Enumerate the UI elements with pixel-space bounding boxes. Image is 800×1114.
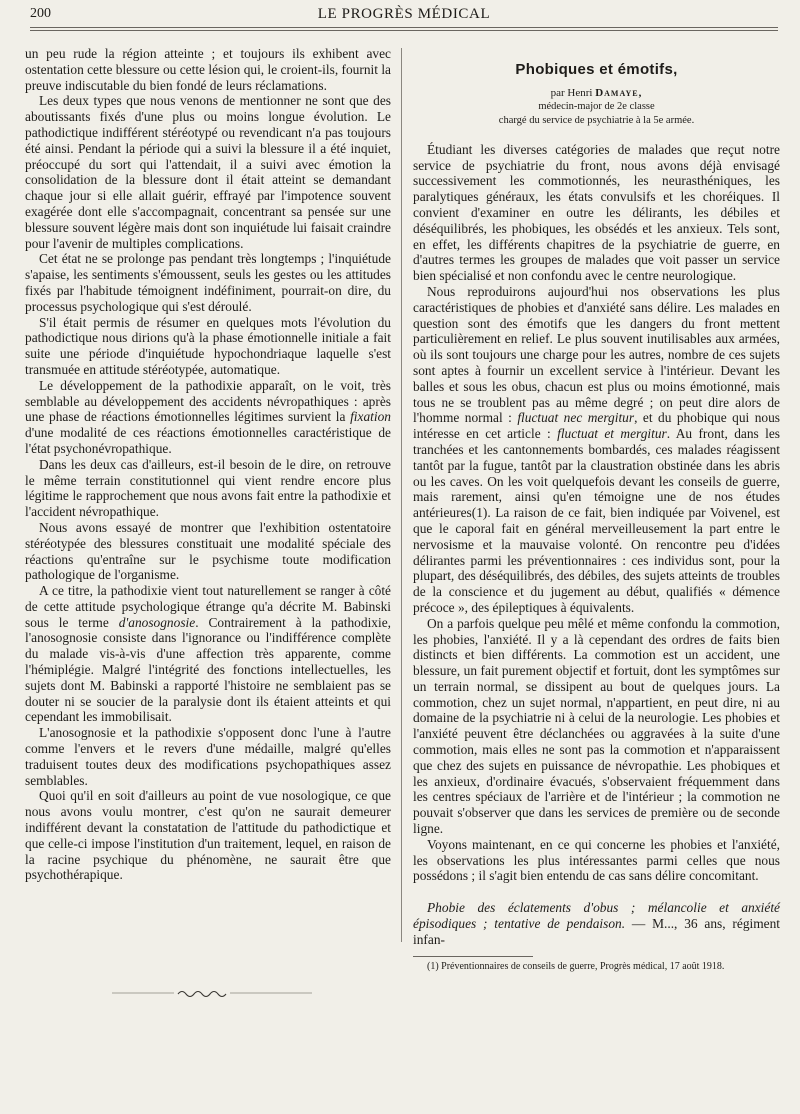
text-run: Nous reproduirons aujourd'hui nos observations les plus caractéristiques de phobies et d'anxiété sans délire. Les malades en question sont des émotifs que les dangers du front mettent particulièrement en relief. Le plus souvent inutilisables aux armées, où ils sont toujours une charge pour les autres, nombre de ces sujets sont aptes à fournir un excellent service à l'intérieur. Devant les balles et sous les obus, chacun est plus ou moins émotionné, mais tous ne se troublent pas au même degré ; on peut dire alors de l'homme normal : [413,283,780,426]
paragraph [25,583,391,725]
paragraph: Étudiant les diverses catégories de malades que reçut notre service de psychiatrie du front, nous avons déjà envisagé successivement les commotionnés, les neurasthéniques, les paralytiques généraux, les états convulsifs et les choréiques. Il convient d'examiner en outre les délirants, les débiles et déséquilibrés, les phobiques, les obsédés et les anxieux. Tels sont, en effet, les différents chapitres de la psychiatrie de guerre, en d'autres termes les groupes de malades que voit passer un service bien spécialisé et non confondu avec le centre neurologique. [413,141,780,284]
byline-prefix: par Henri [550,86,596,99]
paragraph: Quoi qu'il en soit d'ailleurs au point de vue nosologique, ce que nous avons voulu montrer, c'est qu'on ne saurait demeurer indifférent devant la constatation de l'attitude du pathodictique et que celle-ci impose l'institution d'un traitement, lequel, en raison de la racine psychique du phénomène, ne saurait être que psychothérapique. [25,788,391,883]
footnote: (1) Préventionnaires de conseils de guerre, Progrès médical, 17 août 1918. [427,960,725,972]
right-column [413,46,780,973]
article-title: Phobiques et émotifs, [515,61,678,78]
affiliation: médecin-major de 2e classe [538,100,655,112]
running-header [30,4,778,26]
column-divider [401,48,402,942]
emphasis: d'anosognosie [118,614,196,630]
affiliation: chargé du service de psychiatrie à la 5e armée. [498,114,695,126]
emphasis: fluctuat et mergitur [557,426,667,442]
flourish-ornament [112,985,312,1001]
paragraph: L'anosognosie et la pathodixie s'opposent donc l'une à l'autre comme l'envers et le revers d'une médaille, malgré qu'elles traduisent toutes deux des modifications psychopathiques assez semblables. [25,725,391,788]
case-title: Phobie des éclatements d'obus ; mélancolie et anxiété épisodiques ; tentative de pendaison. [413,900,780,932]
text-run: Le développement de la pathodixie apparaît, on le voit, très semblable au développement des accidents névropathiques : après une phase de réactions émotionnelles légitimes survient la [25,377,391,425]
author-name: Damaye, [595,86,643,99]
paragraph: Cet état ne se prolonge pas pendant très longtemps ; l'inquiétude s'apaise, les sentiments s'émoussent, seuls les gestes ou les attitudes fixés par l'habitude témoignent indéfiniment, pourrait-on dire, du processus psychologique qui s'est déroulé. [25,251,391,314]
paragraph: On a parfois quelque peu mêlé et même confondu la commotion, les phobies, l'anxiété. Il y a là cependant des ordres de faits bien distincts et bien différents. La commotion est un accident, une blessure, un fait purement objectif et fortuit, dont les symptômes sur un terrain normal, se dissipent au bout de quelques jours. La commotion, chez un sujet normal, n'appartient, en peut dire, ni au domaine de la psychiatrie ni à celui de la neurologie. Les phobies et l'anxiété peuvent être déclanchées ou aggravées à la suite d'une commotion, mais elles ne sont pas la commotion et n'apparaissent que chez des sujets en puissance de névropathie. Les phobiques et les anxieux, d'ordinaire évacués, s'observaient fréquemment dans les centres spéciaux de l'arrière et de l'intérieur ; la commotion ne pouvait s'observer que dans les services de première ou de seconde ligne. [413,615,780,837]
text-run: , et du phobique qui nous intéresse en cet article : [413,410,781,442]
emphasis: fixation [350,409,391,425]
footnote-rule [413,956,533,957]
paragraph: Voyons maintenant, en ce qui concerne les phobies et l'anxiété, les observations les plus intéressantes parmi celles que nous possédons ; il s'agit bien entendu de cas sans délire concomitant. [413,836,780,884]
case-text: — M..., 36 ans, régiment infan- [413,916,781,947]
text-run: d'une modalité de ces réactions émotionnelles caractéristique de l'état psychonévropathique. [25,425,391,456]
paragraph [413,284,780,616]
text-run: . Contrairement à la pathodixie, l'anosognosie consiste dans l'ignorance ou l'indifférence complète du malade vis-à-vis d'une affection très apparente, comme l'hémiplégie. Malgré l'intégrité des fonctions intellectuelles, les sujets dont M. Babinski a rapporté l'histoire ne semblaient pas se douter ni se soucier de la paralysie dont ils étaient atteints et qui cependant les immobilisait. [25,614,391,725]
paragraph: S'il était permis de résumer en quelques mots l'évolution du pathodictique nous dirions qu'à la phase émotionnelle initiale a fait suite une période d'inquiétude hypochondriaque laquelle s'est transmuée en attitude stéréotypée, automatique. [25,314,391,377]
header-rule [30,27,778,31]
text-run: A ce titre, la pathodixie vient tout naturellement se ranger à côté de cette attitude psychologique étrange qu'a décrite M. Babinski sous le terme [25,583,391,630]
byline [413,86,780,100]
paragraph: Les deux types que nous venons de mentionner ne sont que des aboutissants fixés d'une plus ou moins longue évolution. Le pathodictique indifférent stéréotypé ou revendicant n'a pas toujours été ainsi. Pendant la période qui a suivi la blessure il a été inquiet, préoccupé du sort qui l'attendait, il a suivi avec émotion la consolidation de la blessure dont il était atteint se demandant chaque jour si elle allait guérir, effrayé par l'impotence souvent exagérée dont elle s'accompagnait, concentrant sa pensée sur une blessure souvent légère mais dont son inquiétude lui faisait craindre pour l'avenir de multiples complications. [25,93,391,251]
paragraph [25,378,391,457]
text-run: . Au front, dans les tranchées et les cantonnements bombardés, ces malades réagissent tantôt par la fugue, tantôt par la claustration obstinée dans les abris ou les caves. On les voit quelquefois devant les conseils de guerre, mais rarement, ainsi qu'en témoigne une de nos études antérieures(1). La raison de ce fait, bien indiquée par Voivenel, est que le caporal fait en général merveilleusement la part entre le nervosisme et la mauvaise volonté. On rencontre peu d'idées délirantes parmi les préventionnaires : ces individus sont, pour la plupart, des déséquilibrés, des débiles, des sujets atteints de troubles de la conscience et du jugement au début, qualifiés « démence précoce », des épileptiques à équivalents. [413,426,780,615]
paragraph: Nous avons essayé de montrer que l'exhibition ostentatoire stéréotypée des blessures constituait une modalité spéciale des réactions qu'entraîne sur le psychisme toute modification pathologique de l'organisme. [25,519,391,583]
case-heading [413,900,780,947]
journal-title: LE PROGRÈS MÉDICAL [317,6,491,22]
page-number: 200 [30,6,51,21]
left-column [25,46,391,883]
paragraph: un peu rude la région atteinte ; et toujours ils exhibent avec ostentation cette blessure ou cette lésion qui, le croient-ils, fournit la preuve indiscutable du bien fondé de leurs réclamations. [25,46,391,93]
paragraph: Dans les deux cas d'ailleurs, est-il besoin de le dire, on retrouve le même terrain constitutionnel qui vient rendre encore plus légitime le rapprochement que nous avons fait entre la pathodixie et l'accident névropathique. [25,456,391,520]
emphasis: fluctuat nec mergitur [517,410,635,426]
